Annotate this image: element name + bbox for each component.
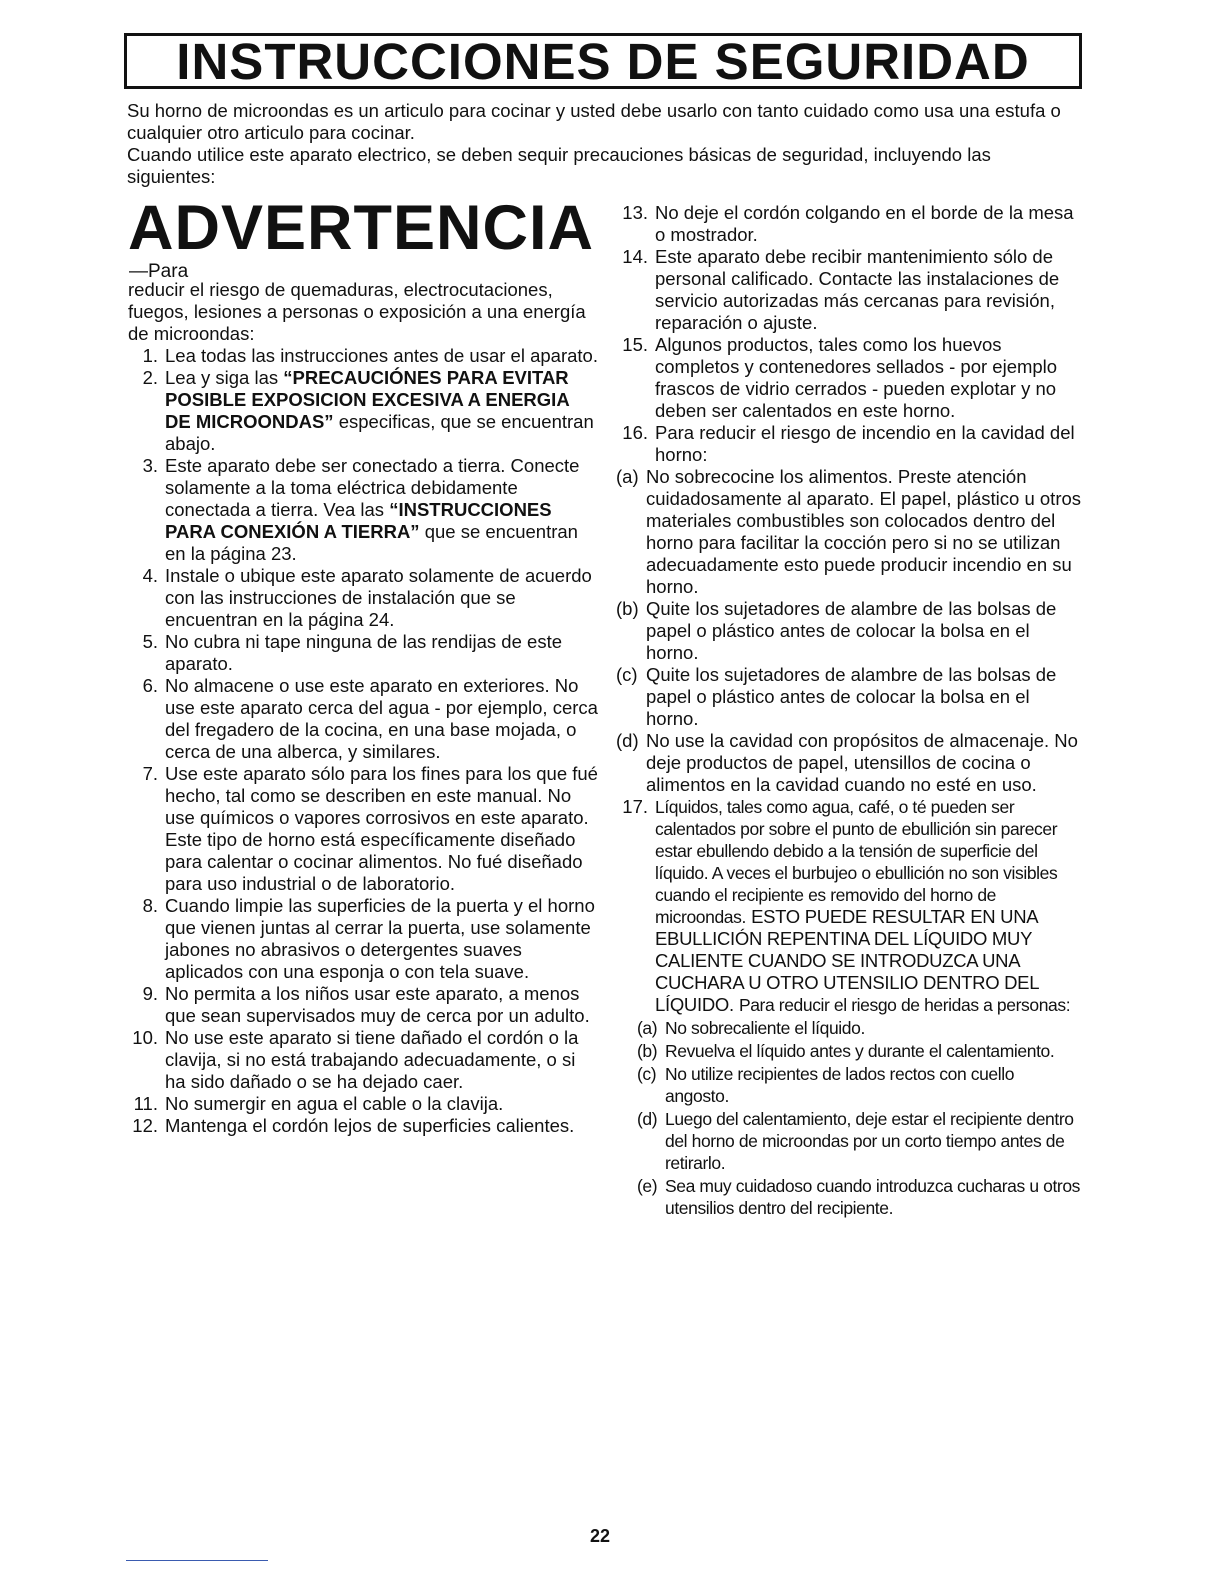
list-item [128,895,598,983]
item-number: 5. [142,631,158,652]
item-number: 15. [622,334,648,355]
sub-item-label: (c) [637,1064,657,1084]
sublist-17 [616,1017,1082,1219]
sub-item-text: Revuelva el líquido antes y durante el calentamiento. [665,1041,1055,1061]
item-text: No sumergir en agua el cable o la clavija. [165,1093,504,1114]
list-item [128,455,598,565]
item-text: Lea y siga las [165,367,284,388]
safety-list-right-17 [616,796,1082,1016]
warning-tail: —Para [129,261,189,282]
item-text: Instale o ubique este aparato solamente de acuerdo con las instrucciones de instalación que se encuentran en la página 24. [165,565,592,630]
list-item [128,983,598,1027]
item-text: No permita a los niños usar este aparato, a menos que sean supervisados muy de cerca por un adulto. [165,983,590,1026]
sub-item [637,1063,1082,1107]
sublist-16 [616,466,1082,796]
list-item [128,763,598,895]
item-text: Use este aparato sólo para los fines para los que fué hecho, tal como se describen en este manual. No use químicos o vapores corrosivos en este aparato. Este tipo de horno está específicamente diseñado para calentar o cocinar alimentos. No fué diseñado para uso industrial o de laboratorio. [165,763,598,894]
item-text: Lea todas las instrucciones antes de usar el aparato. [165,345,598,366]
sub-item-label: (d) [637,1109,658,1129]
item-bold-text: “PRECAUCIÓNES PARA EVITAR POSIBLE EXPOSICION EXCESIVA A ENERGIA DE MICROONDAS” [165,367,569,432]
item-number: 8. [142,895,158,916]
intro-paragraph: Cuando utilice este aparato electrico, se deben sequir precauciones básicas de seguridad, incluyendo las siguientes: [127,144,991,187]
list-item [616,334,1082,422]
item-text: No deje el cordón colgando en el borde de la mesa o mostrador. [655,202,1074,245]
sub-item-label: (c) [616,664,638,685]
item-number: 14. [622,246,648,267]
sub-item-text: Luego del calentamiento, deje estar el recipiente dentro del horno de microondas por un corto tiempo antes de retirarlo. [665,1109,1074,1173]
sub-item-text: Quite los sujetadores de alambre de las bolsas de papel o plástico antes de colocar la bolsa en el horno. [646,598,1057,663]
sub-item-text: Sea muy cuidadoso cuando introduzca cucharas u otros utensilios dentro del recipiente. [665,1176,1081,1218]
item-text: Este aparato debe recibir mantenimiento sólo de personal calificado. Contacte las instalaciones de servicio autorizadas más cercanas para revisión, reparación o ajuste. [655,246,1060,333]
item-text: Para reducir el riesgo de incendio en la cavidad del horno: [655,422,1075,465]
item-number: 4. [142,565,158,586]
item-number: 17. [622,796,648,817]
intro [127,100,1077,188]
sub-item-label: (a) [616,466,639,487]
item-caps-text: ESTO PUEDE RESULTAR EN UNA EBULLICIÓN REPENTINA DEL LÍQUIDO MUY CALIENTE CUANDO SE INTRODUZCA UNA CUCHARA U OTRO UTENSILIO DENTRO DEL LÍQUIDO. [655,906,1039,1015]
sub-item-label: (d) [616,730,639,751]
list-item [616,246,1082,334]
warning-word: ADVERTENCIA [128,193,595,263]
item-number: 6. [142,675,158,696]
item-text: Cuando limpie las superficies de la puerta y el horno que vienen juntas al cerrar la puerta, use solamente jabones no abrasivos o detergentes suaves aplicados con una esponja o con tela suave. [165,895,595,982]
page-number: 22 [590,1526,611,1546]
warning-heading [128,193,598,283]
item-text: No almacene o use este aparato en exteriores. No use este aparato cerca del agua - por ejemplo, cerca del fregadero de la cocina, en una base mojada, o cerca de una alberca, y similares. [165,675,598,762]
item-number: 3. [142,455,158,476]
item-text: especificas, que se encuentran abajo. [165,411,594,454]
right-column [616,202,1082,1219]
item-number: 13. [622,202,648,223]
sub-item [616,664,1082,730]
list-item [128,1115,598,1137]
list-item [128,1093,598,1115]
sub-item-text: No sobrecaliente el líquido. [665,1018,865,1038]
item-text: Algunos productos, tales como los huevos completos y contenedores sellados - por ejemplo frascos de vidrio cerrados - pueden explotar y no deben ser calentados en este horno. [655,334,1058,421]
sub-item [637,1108,1082,1174]
sub-item [637,1040,1082,1062]
left-column [128,193,598,1137]
item-number: 11. [133,1093,158,1114]
item-text: No cubra ni tape ninguna de las rendijas de este aparato. [165,631,562,674]
list-item [128,1027,598,1093]
sub-item [637,1175,1082,1219]
safety-list-right [616,202,1082,466]
sub-item [616,598,1082,664]
page-title: INSTRUCCIONES DE SEGURIDAD [176,32,1030,90]
sub-item-label: (e) [637,1176,658,1196]
sub-item-text: No use la cavidad con propósitos de almacenaje. No deje productos de papel, utensillos de cocina o alimentos en la cavidad cuando no esté en uso. [646,730,1078,795]
sub-item-label: (a) [637,1018,658,1038]
title-box [124,33,1082,89]
sub-item-text: No sobrecocine los alimentos. Preste atención cuidadosamente al aparato. El papel, plástico u otros materiales combustibles son colocados dentro del horno para facilitar la cocción pero si no se utilizan adecuadamente esto puede producir incendio en su horno. [646,466,1082,597]
item-number: 16. [622,422,648,443]
list-item [128,345,598,367]
footer-rule [126,1560,268,1561]
list-item [128,367,598,455]
item-number: 2. [142,367,158,388]
item-bold-text: “INSTRUCCIONES PARA CONEXIÓN A TIERRA” [165,499,552,542]
item-text: Mantenga el cordón lejos de superficies calientes. [165,1115,575,1136]
item-text: No use este aparato si tiene dañado el cordón o la clavija, si no está trabajando adecuadamente, o si ha sido dañado o se ha dejado caer. [165,1027,579,1092]
sub-item-text: Quite los sujetadores de alambre de las bolsas de papel o plástico antes de colocar la bolsa en el horno. [646,664,1057,729]
warning-text: reducir el riesgo de quemaduras, electrocutaciones, fuegos, lesiones a personas o exposición a una energía de microondas: [128,279,586,344]
item-text: Líquidos, tales como agua, café, o té pueden ser calentados por sobre el punto de ebullición sin parecer estar ebullendo debido a la tensión de superficie del líquido. A veces el burbujeo o ebullición no son visibles cuando el recipiente es removido del horno de microondas. [655,797,1058,927]
intro-paragraph: Su horno de microondas es un articulo para cocinar y usted debe usarlo con tanto cuidado como usa una estufa o cualquier otro articulo para cocinar. [127,100,1061,143]
list-item [616,796,1082,1016]
list-item [128,565,598,631]
item-number: 7. [142,763,158,784]
item-text: que se encuentran en la página 23. [165,521,578,564]
item-number: 10. [132,1027,158,1048]
safety-list-left [128,345,598,1137]
list-item [616,202,1082,246]
item-text: Este aparato debe ser conectado a tierra. Conecte solamente a la toma eléctrica debidamente conectada a tierra. Vea las [165,455,580,520]
sub-item-label: (b) [637,1041,658,1061]
list-item [128,631,598,675]
sub-item [616,466,1082,598]
item-number: 1. [142,345,158,366]
sub-item-text: No utilize recipientes de lados rectos con cuello angosto. [665,1064,1015,1106]
sub-item [616,730,1082,796]
list-item [128,675,598,763]
sub-item [637,1017,1082,1039]
item-number: 9. [142,983,158,1004]
sub-item-label: (b) [616,598,639,619]
list-item [616,422,1082,466]
item-text: Para reducir el riesgo de heridas a personas: [738,995,1071,1015]
item-number: 12. [132,1115,158,1136]
